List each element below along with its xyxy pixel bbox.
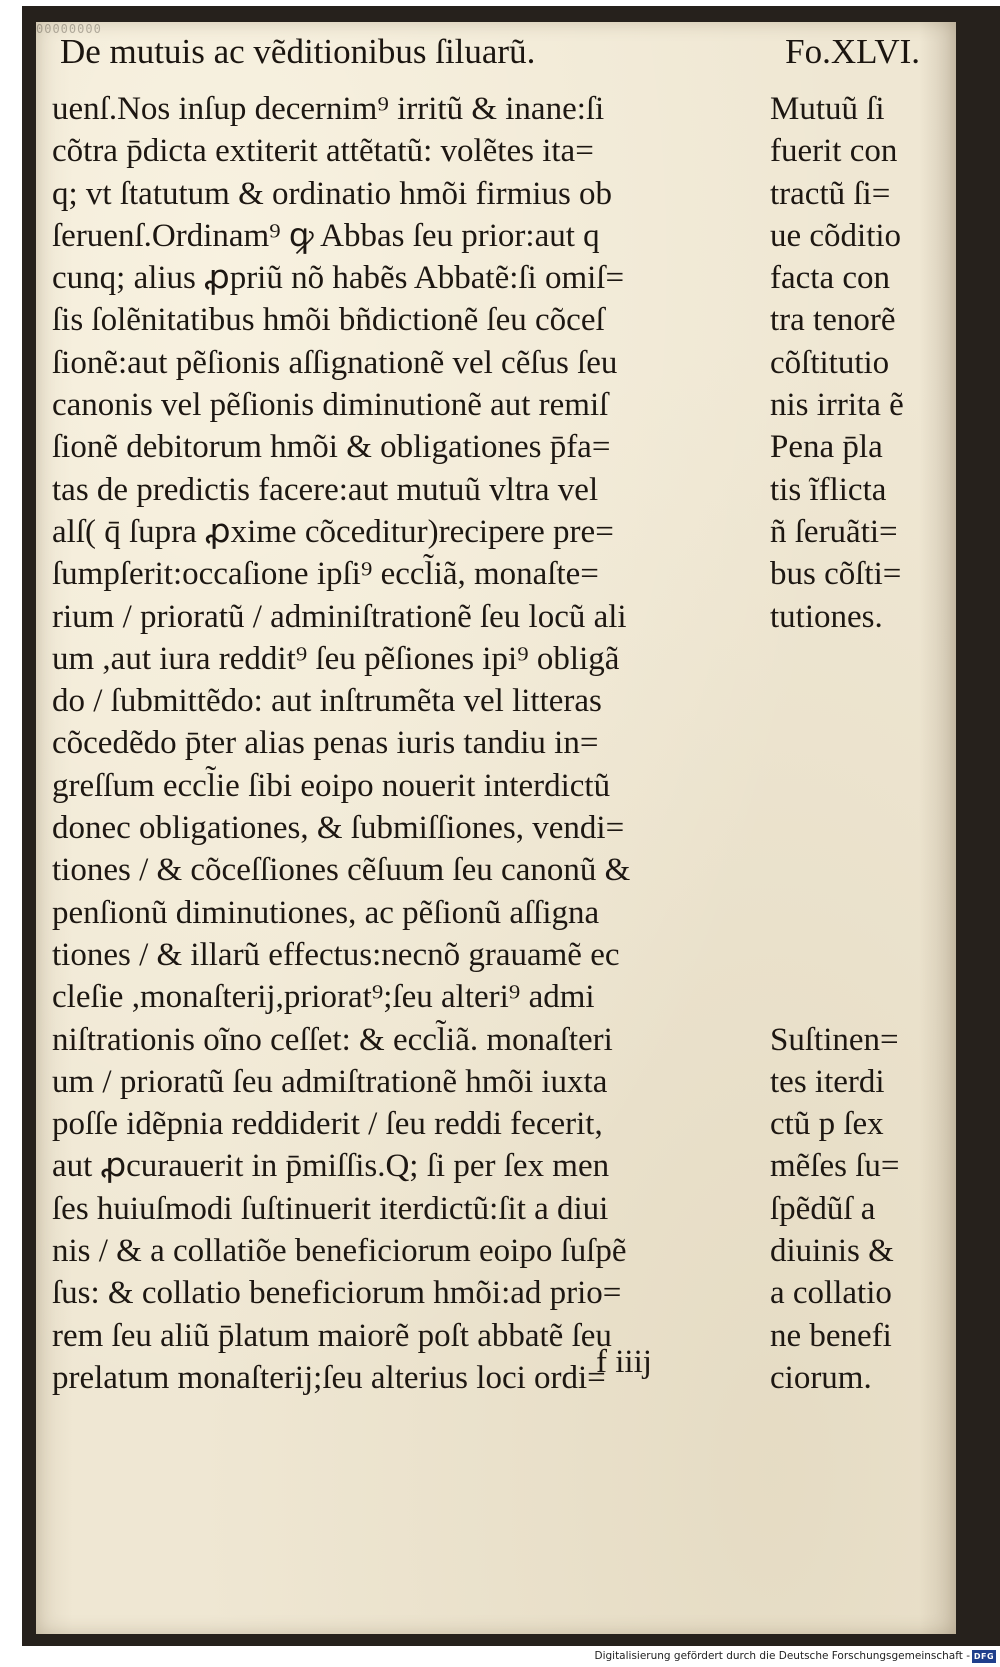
marginal-note-line: a collatio — [770, 1275, 892, 1312]
text-line: tas de predictis facere:aut mutuũ vltra vel — [52, 471, 599, 508]
text-line: prelatum monaſterij;ſeu alterius loci ordi= — [52, 1359, 606, 1396]
text-line: poſſe idẽpnia reddiderit / ſeu reddi fecerit, — [52, 1106, 603, 1143]
text-line: nis / & a collatiõe beneficiorum eoipo ſuſpẽ — [52, 1233, 627, 1270]
text-line: ſionẽ:aut pẽſionis aſſignationẽ vel cẽſus ſeu — [52, 344, 618, 381]
marginal-note-line: facta con — [770, 260, 890, 297]
text-line: alſ( q̄ ſupra ꝓxime cõceditur)recipere pre= — [52, 513, 614, 550]
marginal-note-line: ne benefi — [770, 1317, 892, 1354]
marginal-note-line: Suſtinen= — [770, 1021, 899, 1058]
funding-credit: Digitalisierung gefördert durch die Deutsche Forschungsgemeinschaft - — [594, 1650, 970, 1662]
text-line: um ,aut iura reddit⁹ ſeu pẽſiones ipi⁹ obligã — [52, 640, 620, 677]
text-line: rium / prioratũ / adminiſtrationẽ ſeu locũ ali — [52, 598, 627, 635]
text-line: cõcedẽdo p̄ter alias penas iuris tandiu in= — [52, 725, 599, 762]
marginal-note — [770, 88, 950, 426]
marginal-note-line: tractũ ſi= — [770, 175, 891, 212]
text-line: greſſum eccl̃ie ſibi eoipo nouerit interdictũ — [52, 767, 611, 804]
marginal-note — [770, 426, 950, 637]
marginal-note-line: tutiones. — [770, 598, 883, 635]
marginal-note-line: ctũ p ſex — [770, 1106, 884, 1143]
text-line: uenſ.Nos inſup decernim⁹ irritũ & inane:ſi — [52, 91, 605, 127]
text-line: q; vt ſtatutum & ordinatio hmõi firmius ob — [52, 175, 613, 212]
text-line: ſeruenſ.Ordinam⁹ ꝙ Abbas ſeu prior:aut q — [52, 217, 600, 254]
marginal-note-line: tis ĩflicta — [770, 471, 887, 508]
marginal-note-line: tes iterdi — [770, 1063, 885, 1100]
text-line: cleſie ,monaſterij,priorat⁹;ſeu alteri⁹ admi — [52, 979, 595, 1016]
marginal-note-line: bus cõſti= — [770, 556, 902, 593]
text-line: tiones / & illarũ effectus:necnõ grauamẽ ec — [52, 936, 620, 973]
marginal-note-line: tra tenorẽ — [770, 302, 896, 339]
text-line: do / ſubmittẽdo: aut inſtrumẽta vel litteras — [52, 683, 602, 720]
running-title: De mutuis ac vẽditionibus ſiluarũ. — [60, 32, 536, 71]
text-line: tiones / & cõceſſiones cẽſuum ſeu canonũ & — [52, 852, 631, 889]
text-line: um / prioratũ ſeu admiſtrationẽ hmõi iuxta — [52, 1063, 608, 1100]
marginal-note-line: ñ ſeruãti= — [770, 513, 898, 550]
marginal-note-line: fuerit con — [770, 133, 898, 170]
marginal-note-line: Pena p̄la — [770, 429, 883, 466]
text-line: canonis vel pẽſionis diminutionẽ aut remiſ — [52, 387, 609, 424]
marginal-note-line: ſpẽdũſ a — [770, 1190, 876, 1227]
text-line: ſumpſerit:occaſione ipſi⁹ eccl̃iã, monaſte= — [52, 556, 599, 593]
marginal-note-line: nis irrita ẽ — [770, 387, 904, 424]
signature-mark: f iiij — [596, 1344, 652, 1380]
book-page — [36, 22, 956, 1634]
text-line: niſtrationis oĩno ceſſet: & eccl̃iã. monaſteri — [52, 1021, 613, 1058]
text-line: ſes huiuſmodi ſuſtinuerit iterdictũ:ſit a diui — [52, 1190, 609, 1227]
scan-corner-mark: 00000000 — [36, 22, 102, 36]
text-line: cunq; alius ꝓpriũ nõ habẽs Abbatẽ:ſi omiſ= — [52, 260, 625, 297]
text-line: cõtra p̄dicta extiterit attẽtatũ: volẽtes ita= — [52, 133, 594, 170]
running-header — [60, 32, 920, 82]
dfg-logo-icon: DFG — [973, 1652, 995, 1661]
marginal-note-line: diuinis & — [770, 1233, 894, 1270]
marginal-note-line: cõſtitutio — [770, 344, 890, 381]
text-line: ſus: & collatio beneficiorum hmõi:ad prio= — [52, 1275, 622, 1312]
marginal-note-line: ciorum. — [770, 1359, 872, 1396]
text-line: ſis ſolẽnitatibus hmõi bñdictionẽ ſeu cõceſ — [52, 302, 605, 339]
text-line: donec obligationes, & ſubmiſſiones, vendi= — [52, 810, 625, 847]
marginal-note-line: ue cõditio — [770, 217, 902, 254]
marginal-note-line: Mutuũ ſi — [770, 91, 885, 127]
text-line: rem ſeu aliũ p̄latum maiorẽ poſt abbatẽ ſeu — [52, 1317, 612, 1354]
text-line: ſionẽ debitorum hmõi & obligationes p̄fa= — [52, 429, 611, 466]
main-text-column — [52, 88, 752, 1399]
folio-number: Fo.XLVI. — [785, 32, 920, 71]
marginal-note — [770, 1019, 950, 1400]
footer-bar — [0, 1648, 1000, 1667]
text-line: penſionũ diminutiones, ac pẽſionũ aſſigna — [52, 894, 600, 931]
text-line: aut ꝓcurauerit in p̄miſſis.Q; ſi per ſex men — [52, 1148, 610, 1185]
marginal-note-line: mẽſes ſu= — [770, 1148, 900, 1185]
